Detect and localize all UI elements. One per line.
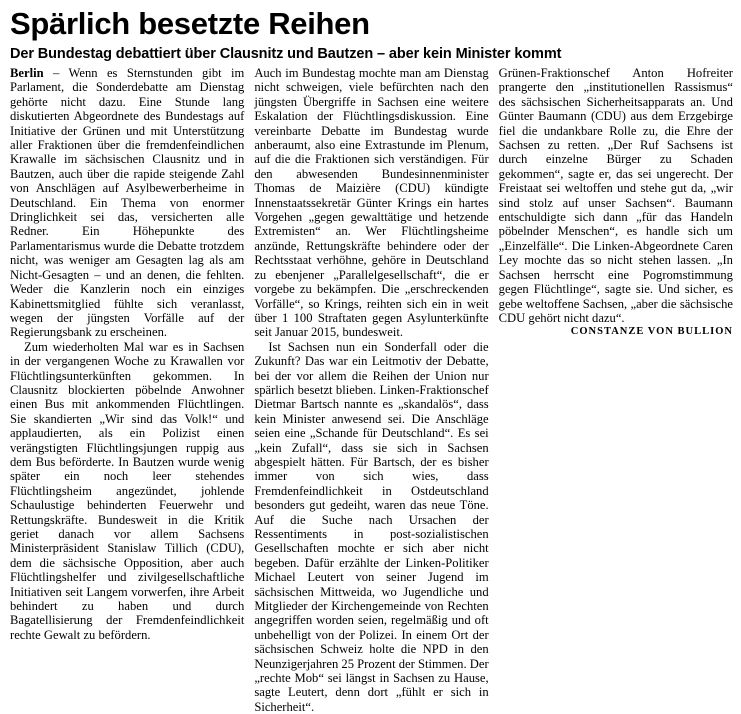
paragraph-3: Auch im Bundestag mochte man am Dienstag nicht schweigen, viele befürchten nach den jüngsten Übergriffe in Sachsen eine weitere Eskalation der Flüchtlingsdiskussion. Eine vereinbarte Debatte im Bundestag wurde anberaumt, also eine Extrastunde im Plenum, auf die die Fraktionen sich verständigen. Für den abwesenden Bundesinnenminister Thomas de Maizière (CDU) kündigte Innenstaatssekretär Günter Krings ein hartes Vorgehen „gegen gewalttätige und hetzende Extremisten“ an. Wer Flüchtlingsheime anzünde, Rettungskräfte behindere oder der Rechtsstaat verhöhne, gehöre in Deutschland zu ebenjener „Parallelgesellschaft“, die er vorgebe zu bekämpfen. Die „erschreckenden Vorfälle“, so Krings, reihten sich ein in weit über 1 100 Straftaten gegen Asylunterkünfte seit Januar 2015, bundesweit.: [254, 66, 489, 340]
paragraph-4: Ist Sachsen nun ein Sonderfall oder die Zukunft? Das war ein Leitmotiv der Debatte, bei der vor allem die Reihen der Union nur spärlich besetzt blieben. Linken-Fraktionschef Dietmar Bartsch nannte es „skandalös“, dass kein Minister anwesend sei. Die Anschläge seien eine „Schande für Deutschland“. Es sei „kein Zufall“, dass sie sich in Sachsen abgespielt hätten. Für Bartsch, der es bisher immer von sich wies, dass Fremdenfeindlichkeit in Ostdeutschland besonders gut gedeiht, waren das neue Töne. Auf die Suche nach Ursachen der Ressentiments in post-sozialistischen Gesellschaften mochte er sich aber nicht begeben. Dafür erzählte der Linken-Politiker Michael Leutert von seiner Jugend im sächsischen Mittweida, wo Jugendliche und Mitglieder der Kirchengemeinde von Rechten angegriffen worden seien, regelmäßig und oft unbehelligt von der Polizei. In einem Ort der sächsischen Schweiz holte die NPD in den Neunzigerjahren 25 Prozent der Stimmen. Der „rechte Mob“ sei längst in Sachsen zu Hause, sagte Leutert, denn dort „fühlt er sich in Sicherheit“.: [254, 339, 489, 714]
headline: Spärlich besetzte Reihen: [10, 6, 370, 41]
article-body: [10, 66, 733, 714]
paragraph-1-text: – Wenn es Sternstunden gibt im Parlament, die Sonderdebatte am Dienstag gehörte nicht dazu. Eine Stunde lang diskutierten Abgeordnete des Bundestags auf Initiative der Grünen und mit Unterstützung aller Fraktionen über die fremdenfeindlichen Krawalle im sächsischen Clausnitz und in Bautzen, auch über die rapide steigende Zahl von Anschlägen auf Asylbewerberheime in Deutschland. Ein Thema von enormer Dringlichkeit sei das, versicherten alle Redner. Ein Höhepunkte des Parlamentarismus wurde die Debatte trotzdem nicht, was weniger am Gesagten lag als am Nicht-Gesagten – und an denen, die fehlten. Weder die Kanzlerin noch ein einziges Kabinettsmitglied fühlte sich veranlasst, wegen der jüngsten Vorfälle auf der Regierungsbank zu erscheinen.: [10, 66, 245, 340]
author-byline: CONSTANZE VON BULLION: [570, 326, 733, 338]
paragraph-1: [10, 66, 244, 340]
column-3: [499, 66, 733, 576]
column-1: [10, 66, 245, 642]
subheadline: Der Bundestag debattiert über Clausnitz und Bautzen – aber kein Minister kommt: [10, 46, 562, 62]
column-2: [254, 66, 489, 714]
paragraph-2: Zum wiederholten Mal war es in Sachsen in der vergangenen Woche zu Krawallen vor Flüchtlingsunterkünften gekommen. In Clausnitz blockierten pöbelnde Anwohner einen Bus mit ankommenden Flüchtlingen. Sie skandierten „Wir sind das Volk!“ und applaudierten, als ein Polizist einen verängstigten Flüchtlingsjungen ruppig aus dem Bus beförderte. In Bautzen wurde wenig später ein noch leer stehendes Flüchtlingsheim angezündet, johlende Schaulustige behinderten Feuerwehr und Rettungskräfte. Bundesweit in die Kritik geriet danach vor allem Sachsens Ministerpräsident Stanislaw Tillich (CDU), dem die sächsische Opposition, aber auch Flüchtlingshelfer und zivilgesellschaftliche Initiativen seit Langem vorwerfen, ihre Arbeit behindert zu haben und durch Bagatellisierung der Fremdenfeindlichkeit rechte Gewalt zu befördern.: [10, 339, 245, 642]
dateline: Berlin: [10, 66, 44, 80]
paragraph-5: Grünen-Fraktionschef Anton Hofreiter prangerte den „institutionellen Rassismus“ des sächsischen Sicherheitsapparats an. Und Günter Baumann (CDU) aus dem Erzgebirge fiel die undankbare Rolle zu, die Ehre der Sachsen zu retten. „Der Ruf Sachsens ist durch einzelne Bürger zu Schaden gekommen“, sagte er, das sei ungerecht. Der Freistaat sei weltoffen und stehe gut da, „wir sind stolz auf unser Sachsen“. Baumann entschuldigte sich dann „für das Handeln pöbelnder Menschen“, es handle sich um „Einzelfälle“. Die Linken-Abgeordnete Caren Ley mochte das so nicht stehen lassen. „In Sachsen herrscht eine Pogromstimmung gegen Flüchtlinge“, sagte sie. Und sicher, es gebe weltoffene Sachsen, „aber die sächsische CDU gehört nicht dazu“.: [498, 66, 733, 325]
